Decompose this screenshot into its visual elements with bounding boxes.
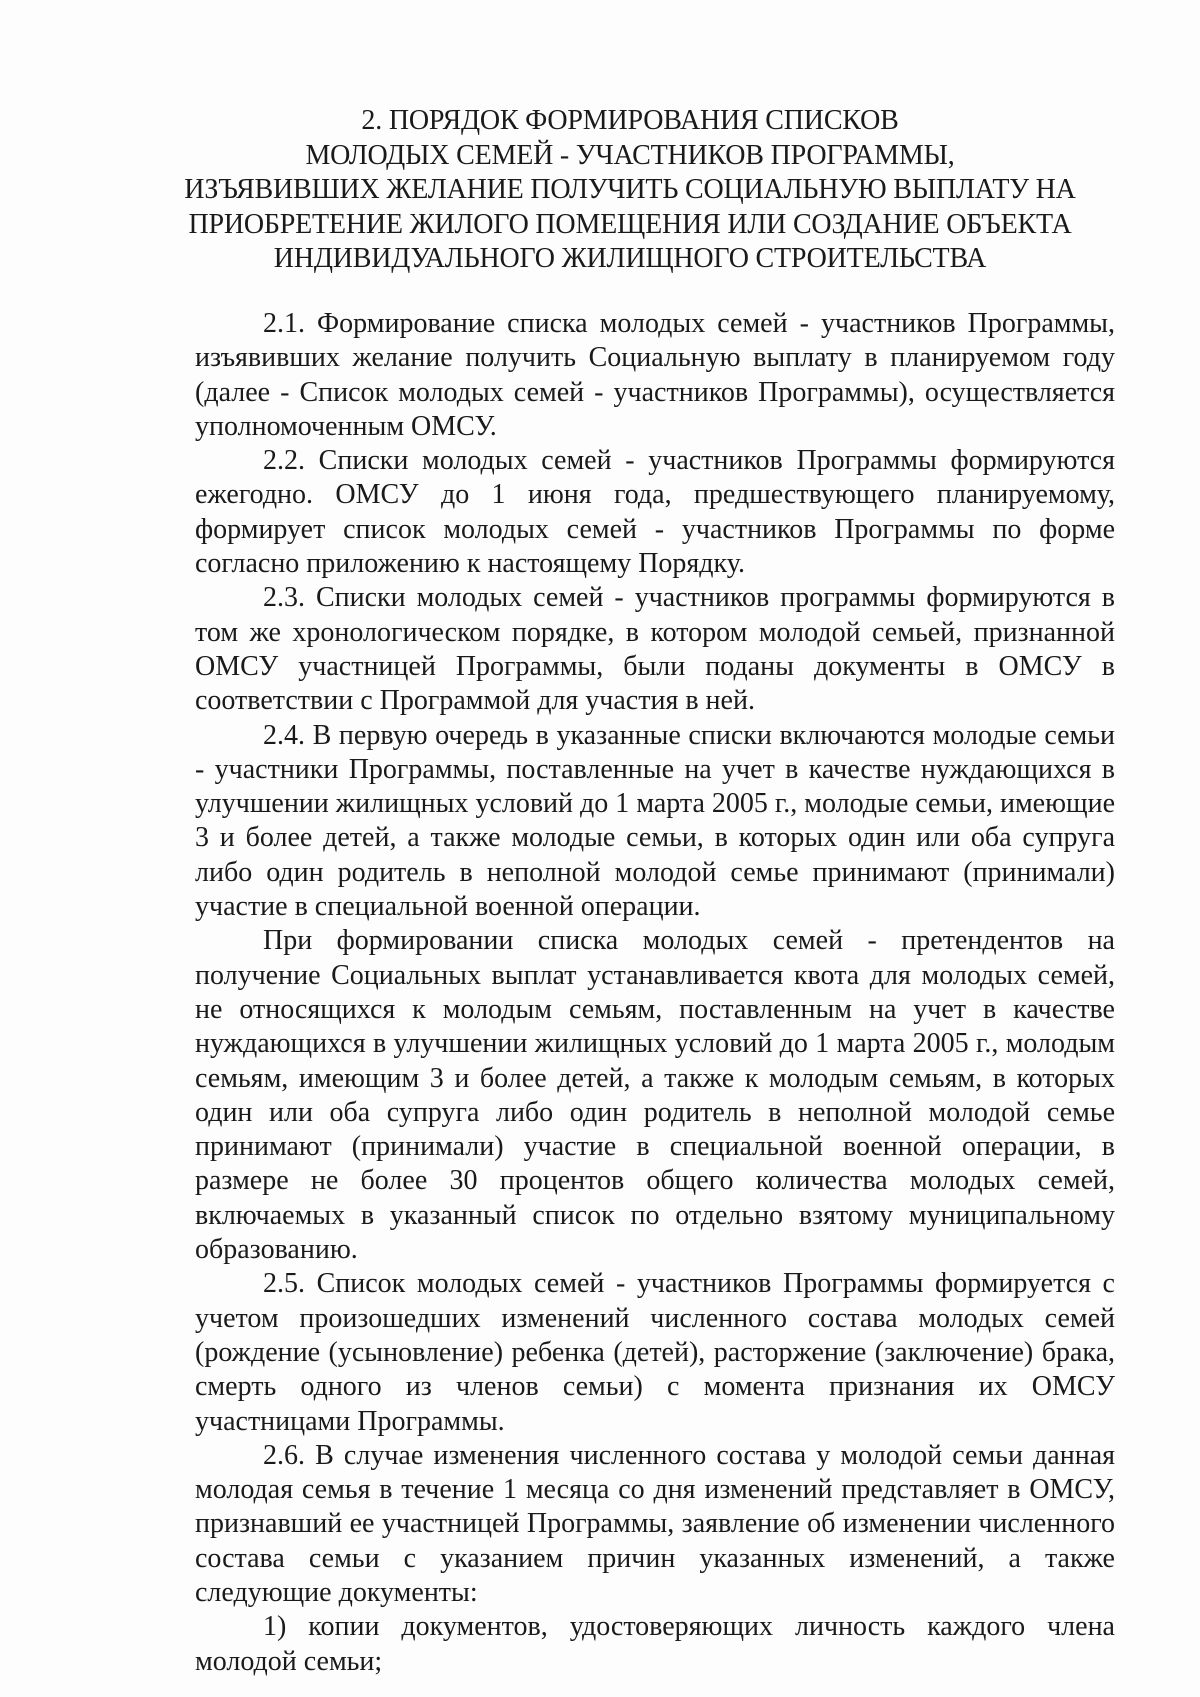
paragraph-2-5: 2.5. Список молодых семей - участников Программы формируется с учетом произошедших изменений численного состава молодых семей (рождение (усыновление) ребенка (детей), расторжение (заключение) брака, смерть одного из членов семьи) с момента признания их ОМСУ участницами Программы.: [195, 1268, 1115, 1437]
list-item-1: 1) копии документов, удостоверяющих личность каждого члена молодой семьи;: [195, 1611, 1115, 1677]
section-title: [150, 104, 1110, 277]
document-body: [195, 307, 1115, 1679]
paragraph-2-1: 2.1. Формирование списка молодых семей - участников Программы, изъявивших желание получить Социальную выплату в планируемом году (далее - Список молодых семей - участников Программы), осуществляется уполномоченным ОМСУ.: [195, 308, 1115, 442]
paragraph-2-3: 2.3. Списки молодых семей - участников программы формируются в том же хронологическом порядке, в котором молодой семьей, признанной ОМСУ участницей Программы, были поданы документы в ОМСУ в соответствии с Программой для участия в ней.: [195, 582, 1115, 717]
title-line: ИЗЪЯВИВШИХ ЖЕЛАНИЕ ПОЛУЧИТЬ СОЦИАЛЬНУЮ ВЫПЛАТУ НА: [184, 174, 1076, 205]
paragraph-2-4: 2.4. В первую очередь в указанные списки включаются молодые семьи - участники Программы, поставленные на учет в качестве нуждающихся в улучшении жилищных условий до 1 марта 2005 г., молодые семьи, имеющие 3 и более детей, а также молодые семьи, в которых один или оба супруга либо один родитель в неполной молодой семье принимают (принимали) участие в специальной военной операции.: [195, 719, 1115, 923]
title-line: ПРИОБРЕТЕНИЕ ЖИЛОГО ПОМЕЩЕНИЯ ИЛИ СОЗДАНИЕ ОБЪЕКТА: [188, 208, 1072, 240]
title-line: 2. ПОРЯДОК ФОРМИРОВАНИЯ СПИСКОВ: [361, 105, 899, 136]
paragraph-2-2: 2.2. Списки молодых семей - участников Программы формируются ежегодно. ОМСУ до 1 июня года, предшествующего планируемому, формирует список молодых семей - участников Программы по форме согласно приложению к настоящему Порядку.: [195, 445, 1115, 580]
paragraph-2-6: 2.6. В случае изменения численного состава у молодой семьи данная молодая семья в течение 1 месяца со дня изменений представляет в ОМСУ, признавший ее участницей Программы, заявление об изменении численного состава семьи с указанием причин указанных изменений, а также следующие документы:: [195, 1439, 1115, 1608]
title-line: МОЛОДЫХ СЕМЕЙ - УЧАСТНИКОВ ПРОГРАММЫ,: [305, 139, 955, 171]
title-line: ИНДИВИДУАЛЬНОГО ЖИЛИЩНОГО СТРОИТЕЛЬСТВА: [273, 243, 987, 274]
paragraph-quota: При формировании списка молодых семей - претендентов на получение Социальных выплат устанавливается квота для молодых семей, не относящихся к молодым семьям, поставленным на учет в качестве нуждающихся в улучшении жилищных условий до 1 марта 2005 г., молодым семьям, имеющим 3 и более детей, а также к молодым семьям, в которых один или оба супруга либо один родитель в неполной молодой семье принимают (принимали) участие в специальной военной операции, в размере не более 30 процентов общего количества молодых семей, включаемых в указанный список по отдельно взятому муниципальному образованию.: [195, 925, 1115, 1266]
